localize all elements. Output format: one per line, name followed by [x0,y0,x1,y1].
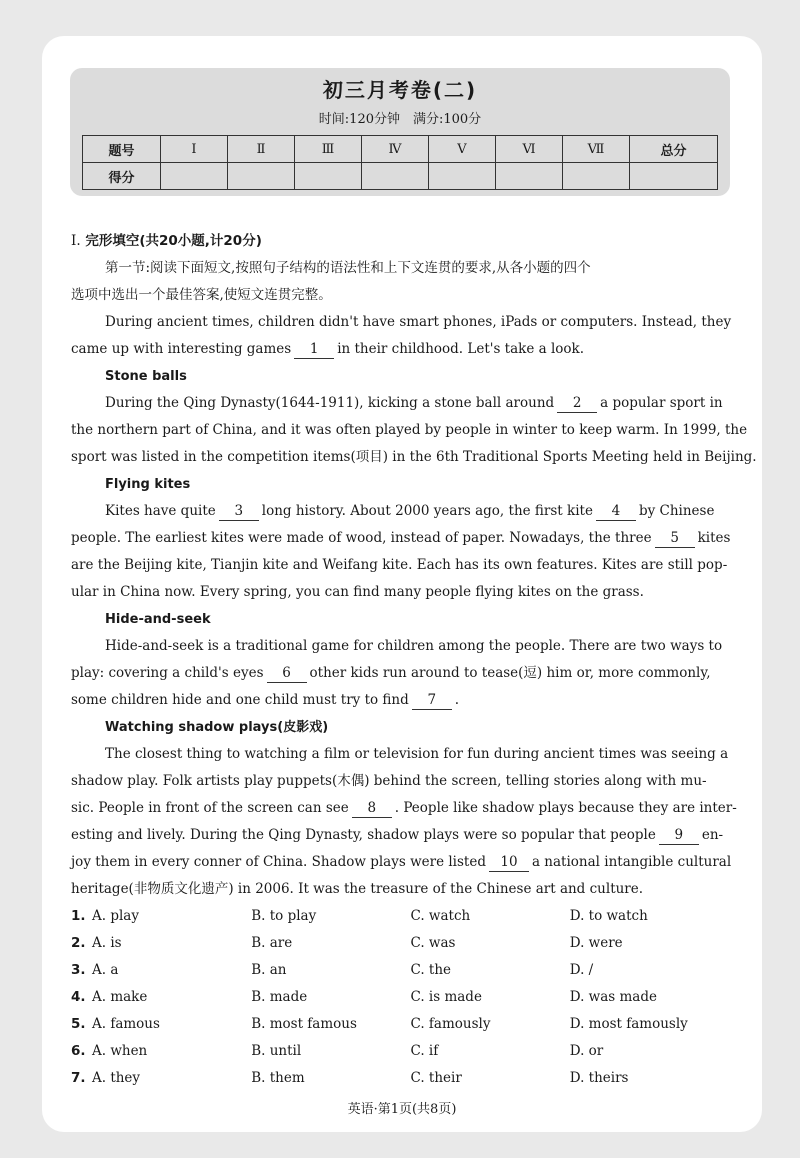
blank-9[interactable]: 9 [659,826,699,845]
question-number: 2. [71,935,86,951]
question-row [71,1065,729,1092]
score-input-cell[interactable] [228,163,295,190]
passage-line: people. The earliest kites were made of wood, instead of paper. Nowadays, the three 5 kites [71,530,731,546]
passage-line: the northern part of China, and it was often played by people in winter to keep warm. In 1999, the [71,422,748,438]
option-a[interactable]: A. they [91,1070,141,1086]
question-number: 6. [71,1043,86,1059]
option-b[interactable]: B. an [251,962,287,978]
exam-header [70,68,730,196]
score-input-cell[interactable] [429,163,496,190]
question-row [71,1038,729,1065]
page-footer: 英语·第1页(共8页) [347,1102,457,1117]
table-cell-total: 总分 [630,136,718,163]
score-input-cell[interactable] [362,163,429,190]
option-a[interactable]: A. famous [91,1016,160,1032]
section-heading [71,228,729,255]
question-row [71,984,729,1011]
question-row [71,957,729,984]
passage-line: The closest thing to watching a film or television for fun during ancient times was seeing a [105,746,729,762]
instruction-line: 第一节:阅读下面短文,按照句子结构的语法性和上下文连贯的要求,从各小题的四个 [105,260,591,276]
option-c[interactable]: C. their [410,1070,462,1086]
question-number: 5. [71,1016,86,1032]
blank-8[interactable]: 8 [352,799,392,818]
option-c[interactable]: C. was [410,935,456,951]
score-table-header-row [83,136,718,163]
passage-line: came up with interesting games 1 in their childhood. Let's take a look. [71,341,584,357]
option-b[interactable]: B. them [251,1070,305,1086]
score-input-cell[interactable] [161,163,228,190]
score-input-cell[interactable] [563,163,630,190]
table-cell-part-2: Ⅱ [228,136,295,163]
passage-line: play: covering a child's eyes 6 other kids run around to tease(逗) him or, more commonly, [71,665,711,681]
passage-line: Hide-and-seek is a traditional game for children among the people. There are two ways to [105,638,723,654]
blank-10[interactable]: 10 [489,853,529,872]
passage-line: shadow play. Folk artists play puppets(木偶) behind the screen, telling stories along with mu- [71,773,707,789]
table-cell-part-6: Ⅵ [496,136,563,163]
question-number: 7. [71,1070,86,1086]
option-c[interactable]: C. famously [410,1016,491,1032]
passage-line: some children hide and one child must try to find 7 . [71,692,460,708]
blank-6[interactable]: 6 [267,664,307,683]
option-d[interactable]: D. were [569,935,623,951]
option-a[interactable]: A. play [91,908,139,924]
passage-line: heritage(非物质文化遗产) in 2006. It was the treasure of the Chinese art and culture. [71,881,644,897]
blank-7[interactable]: 7 [412,691,452,710]
question-number: 4. [71,989,86,1005]
option-a[interactable]: A. is [91,935,122,951]
section-number: Ⅰ. [71,233,81,249]
passage-line: esting and lively. During the Qing Dynasty, shadow plays were so popular that people 9 en- [71,827,724,843]
option-b[interactable]: B. to play [251,908,317,924]
table-cell-part-5: Ⅴ [429,136,496,163]
option-d[interactable]: D. / [569,962,594,978]
score-input-cell[interactable] [295,163,362,190]
score-input-cell[interactable] [496,163,563,190]
option-d[interactable]: D. most famously [569,1016,688,1032]
table-cell-part-7: Ⅶ [563,136,630,163]
blank-3[interactable]: 3 [219,502,259,521]
passage-line: Kites have quite 3 long history. About 2000 years ago, the first kite 4 by Chinese [105,503,715,519]
instruction-line: 选项中选出一个最佳答案,使短文连贯完整。 [71,287,332,303]
question-row [71,1011,729,1038]
subheading-flying-kites: Flying kites [105,477,191,492]
option-c[interactable]: C. the [410,962,452,978]
option-b[interactable]: B. until [251,1043,302,1059]
exam-title: 初三月考卷(二) [322,78,478,102]
option-a[interactable]: A. when [91,1043,148,1059]
option-c[interactable]: C. is made [410,989,482,1005]
option-b[interactable]: B. are [251,935,293,951]
question-number: 3. [71,962,86,978]
passage-line: During ancient times, children didn't have smart phones, iPads or computers. Instead, they [105,314,732,330]
option-b[interactable]: B. made [251,989,308,1005]
score-table-score-row [83,163,718,190]
score-table [82,135,718,190]
passage-line: sic. People in front of the screen can see 8 . People like shadow plays because they are inter- [71,800,737,816]
subheading-hide-and-seek: Hide-and-seek [105,612,211,627]
table-cell-part-3: Ⅲ [295,136,362,163]
blank-1[interactable]: 1 [294,340,334,359]
blank-5[interactable]: 5 [655,529,695,548]
option-b[interactable]: B. most famous [251,1016,357,1032]
option-a[interactable]: A. a [91,962,119,978]
option-d[interactable]: D. to watch [569,908,648,924]
passage-line: are the Beijing kite, Tianjin kite and Weifang kite. Each has its own features. Kites are still pop- [71,557,728,573]
table-cell-part-1: Ⅰ [161,136,228,163]
section-title: 完形填空(共20小题,计20分) [85,233,262,249]
question-row [71,903,729,930]
option-c[interactable]: C. watch [410,908,471,924]
question-number: 1. [71,908,86,924]
option-d[interactable]: D. was made [569,989,657,1005]
passage-line: ular in China now. Every spring, you can find many people flying kites on the grass. [71,584,644,600]
passage-line: joy them in every conner of China. Shadow plays were listed 10 a national intangible cultural [71,854,732,870]
table-cell-score-label: 得分 [83,163,161,190]
passage-line: sport was listed in the competition items(项目) in the 6th Traditional Sports Meeting held in Beijing. [71,449,757,465]
blank-2[interactable]: 2 [557,394,597,413]
score-input-cell[interactable] [630,163,718,190]
blank-4[interactable]: 4 [596,502,636,521]
table-cell-part-4: Ⅳ [362,136,429,163]
exam-time-score: 时间:120分钟 满分:100分 [318,112,482,127]
option-c[interactable]: C. if [410,1043,439,1059]
option-d[interactable]: D. or [569,1043,604,1059]
table-cell-question-no: 题号 [83,136,161,163]
option-a[interactable]: A. make [91,989,148,1005]
question-row [71,930,729,957]
option-d[interactable]: D. theirs [569,1070,629,1086]
subheading-stone-balls: Stone balls [105,369,187,384]
exam-page [42,36,762,1132]
exam-content [71,228,757,1092]
passage-line: During the Qing Dynasty(1644-1911), kicking a stone ball around 2 a popular sport in [105,395,723,411]
subheading-shadow-plays: Watching shadow plays(皮影戏) [105,720,329,735]
